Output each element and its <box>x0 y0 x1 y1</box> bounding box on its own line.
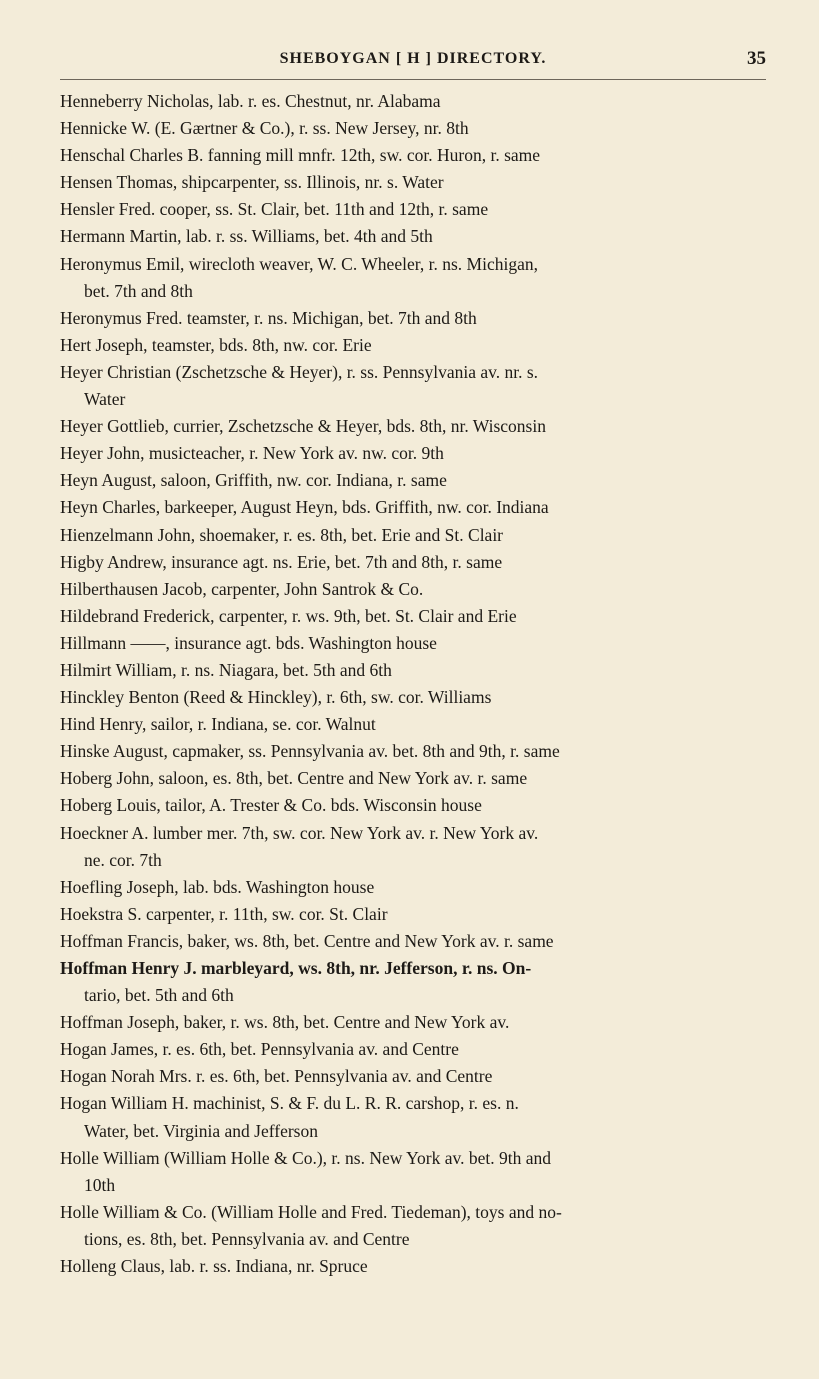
entry-line: Hoberg Louis, tailor, A. Trester & Co. bds. Wisconsin house <box>60 795 482 816</box>
entry-line: Heronymus Emil, wirecloth weaver, W. C. Wheeler, r. ns. Michigan, <box>60 253 538 274</box>
entry-line: Holleng Claus, lab. r. ss. Indiana, nr. Spruce <box>60 1256 368 1277</box>
page-number: 35 <box>747 48 766 69</box>
directory-entry <box>60 738 766 765</box>
directory-entry <box>60 1090 766 1144</box>
page-header <box>60 48 766 72</box>
directory-entry <box>60 359 766 413</box>
directory-entry <box>60 142 766 169</box>
entry-continuation-line: tario, bet. 5th and 6th <box>84 985 234 1006</box>
entry-line: Hilmirt William, r. ns. Niagara, bet. 5th and 6th <box>60 659 392 680</box>
entry-line: Heyn August, saloon, Griffith, nw. cor. Indiana, r. same <box>60 470 447 491</box>
entry-line: Hilberthausen Jacob, carpenter, John Santrok & Co. <box>60 578 424 599</box>
entry-line: Heyn Charles, barkeeper, August Heyn, bds. Griffith, nw. cor. Indiana <box>60 497 549 518</box>
directory-entry <box>60 522 766 549</box>
entry-line: Hinckley Benton (Reed & Hinckley), r. 6th, sw. cor. Williams <box>60 687 492 708</box>
directory-entry <box>60 1036 766 1063</box>
directory-entry <box>60 603 766 630</box>
running-header: SHEBOYGAN [ H ] DIRECTORY. <box>279 50 547 67</box>
directory-entry <box>60 223 766 250</box>
entry-line: Higby Andrew, insurance agt. ns. Erie, bet. 7th and 8th, r. same <box>60 551 503 572</box>
directory-entry <box>60 413 766 440</box>
entry-continuation-line: 10th <box>84 1174 116 1195</box>
entry-continuation-line: Water <box>84 389 126 410</box>
entry-line: Holle William (William Holle & Co.), r. ns. New York av. bet. 9th and <box>60 1147 551 1168</box>
entry-line: Hoeckner A. lumber mer. 7th, sw. cor. New York av. r. New York av. <box>60 822 539 843</box>
directory-entry <box>60 305 766 332</box>
entry-line: Hensler Fred. cooper, ss. St. Clair, bet. 11th and 12th, r. same <box>60 199 489 220</box>
entry-line: Heyer John, musicteacher, r. New York av. nw. cor. 9th <box>60 443 444 464</box>
entry-continuation-line: Water, bet. Virginia and Jefferson <box>84 1120 318 1141</box>
directory-entry <box>60 955 766 1009</box>
entry-line: Hinske August, capmaker, ss. Pennsylvania av. bet. 8th and 9th, r. same <box>60 741 560 762</box>
directory-entry <box>60 657 766 684</box>
entry-line: Henschal Charles B. fanning mill mnfr. 12th, sw. cor. Huron, r. same <box>60 145 541 166</box>
entry-line: Hind Henry, sailor, r. Indiana, se. cor. Walnut <box>60 714 376 735</box>
directory-entry <box>60 1253 766 1280</box>
directory-entry <box>60 820 766 874</box>
entry-line: Hildebrand Frederick, carpenter, r. ws. 9th, bet. St. Clair and Erie <box>60 605 517 626</box>
entry-line: Hermann Martin, lab. r. ss. Williams, bet. 4th and 5th <box>60 226 433 247</box>
directory-entry <box>60 332 766 359</box>
directory-entry <box>60 549 766 576</box>
directory-entry <box>60 88 766 115</box>
header-rule <box>60 79 766 80</box>
directory-entry <box>60 928 766 955</box>
directory-entry <box>60 115 766 142</box>
directory-entry <box>60 901 766 928</box>
directory-entry <box>60 711 766 738</box>
entry-line: Henneberry Nicholas, lab. r. es. Chestnut, nr. Alabama <box>60 91 441 111</box>
directory-entry <box>60 684 766 711</box>
directory-entry <box>60 467 766 494</box>
entry-line: Hogan James, r. es. 6th, bet. Pennsylvania av. and Centre <box>60 1039 459 1060</box>
directory-entry <box>60 440 766 467</box>
directory-entry <box>60 1009 766 1036</box>
entry-line: Hennicke W. (E. Gærtner & Co.), r. ss. New Jersey, nr. 8th <box>60 118 469 139</box>
directory-entry <box>60 576 766 603</box>
entry-line: Hogan Norah Mrs. r. es. 6th, bet. Pennsylvania av. and Centre <box>60 1066 493 1087</box>
entry-line: Heronymus Fred. teamster, r. ns. Michigan, bet. 7th and 8th <box>60 307 477 328</box>
entry-line: Hillmann ——, insurance agt. bds. Washington house <box>60 632 437 653</box>
entry-continuation-line: bet. 7th and 8th <box>84 280 193 301</box>
directory-entry <box>60 792 766 819</box>
entry-line: Hensen Thomas, shipcarpenter, ss. Illinois, nr. s. Water <box>60 172 444 193</box>
directory-entry <box>60 494 766 521</box>
entry-line: Hoberg John, saloon, es. 8th, bet. Centre and New York av. r. same <box>60 768 528 789</box>
directory-entry <box>60 196 766 223</box>
entry-line: Hoffman Joseph, baker, r. ws. 8th, bet. Centre and New York av. <box>60 1012 510 1033</box>
entry-line: Heyer Gottlieb, currier, Zschetzsche & Heyer, bds. 8th, nr. Wisconsin <box>60 416 546 437</box>
entry-line: Hoffman Francis, baker, ws. 8th, bet. Centre and New York av. r. same <box>60 930 554 951</box>
entry-continuation-line: ne. cor. 7th <box>84 849 162 870</box>
directory-entries <box>60 88 766 1280</box>
directory-entry <box>60 169 766 196</box>
entry-line: Hogan William H. machinist, S. & F. du L. R. R. carshop, r. es. n. <box>60 1093 519 1114</box>
directory-entry <box>60 630 766 657</box>
entry-line: Heyer Christian (Zschetzsche & Heyer), r. ss. Pennsylvania av. nr. s. <box>60 361 539 382</box>
entry-continuation-line: tions, es. 8th, bet. Pennsylvania av. and Centre <box>84 1228 410 1249</box>
entry-line: Holle William & Co. (William Holle and Fred. Tiedeman), toys and no- <box>60 1201 562 1222</box>
entry-line: Hoekstra S. carpenter, r. 11th, sw. cor. St. Clair <box>60 903 388 924</box>
directory-entry <box>60 874 766 901</box>
directory-entry <box>60 765 766 792</box>
directory-entry <box>60 1063 766 1090</box>
directory-entry <box>60 1145 766 1199</box>
entry-line: Hert Joseph, teamster, bds. 8th, nw. cor. Erie <box>60 334 372 355</box>
entry-line: Hienzelmann John, shoemaker, r. es. 8th, bet. Erie and St. Clair <box>60 524 504 545</box>
directory-entry <box>60 1199 766 1253</box>
entry-line: Hoffman Henry J. marbleyard, ws. 8th, nr. Jefferson, r. ns. On- <box>60 958 532 978</box>
entry-line: Hoefling Joseph, lab. bds. Washington house <box>60 876 375 897</box>
directory-entry <box>60 251 766 305</box>
